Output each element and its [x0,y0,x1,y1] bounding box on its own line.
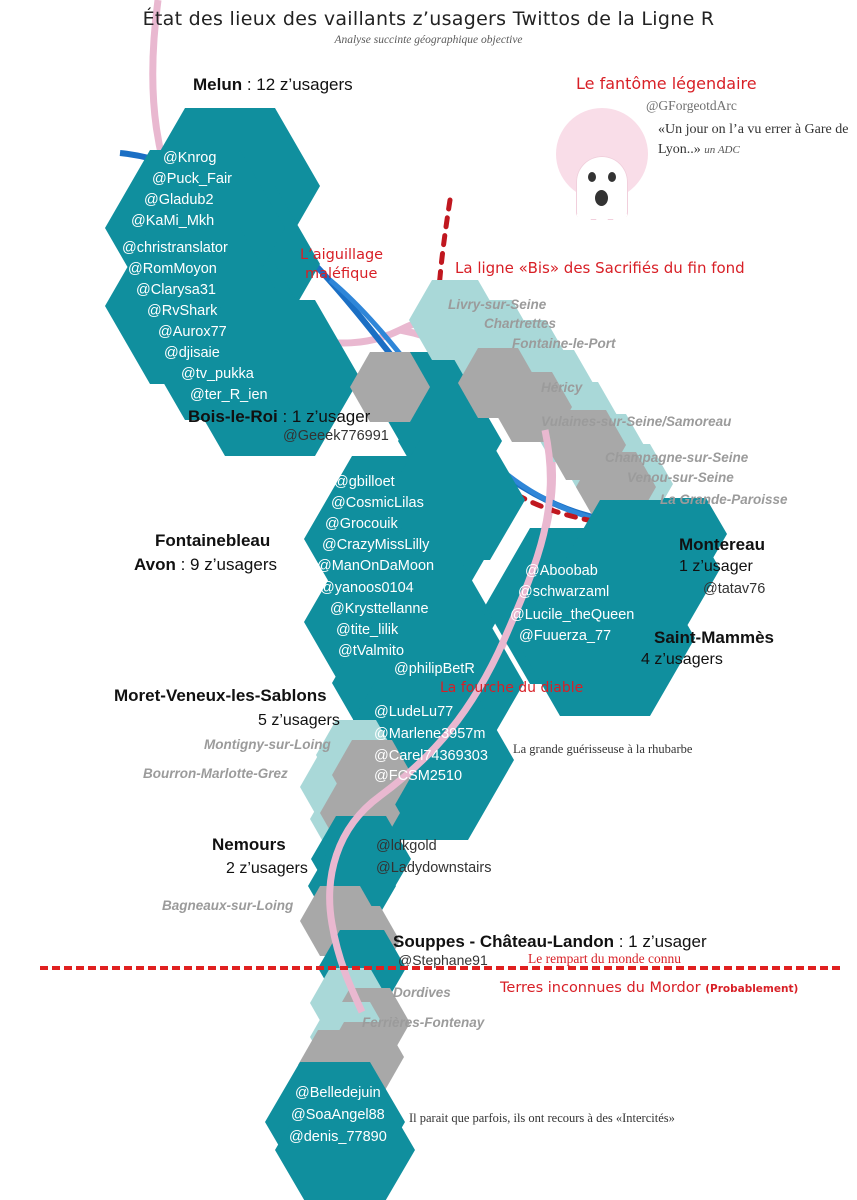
station-label-bois-le-roi [188,407,370,427]
ghost-stop-item: Bagneaux-sur-Loing [162,898,294,913]
handle-item[interactable]: @Clarysa31 [136,282,216,298]
page-subtitle: Analyse succinte géographique objective [334,34,523,46]
handle-item[interactable]: @tite_lilik [336,622,399,638]
handle-item[interactable]: @KaMi_Mkh [131,213,215,229]
station-count-moret: 5 z’usagers [258,712,340,729]
handle-item[interactable]: @tValmito [338,643,405,659]
station-count-melun: 12 z’usagers [256,75,353,94]
ghost-mouth [595,190,608,206]
handle-item[interactable]: @Ladydownstairs [376,860,492,876]
handle-item[interactable]: @FCSM2510 [374,768,463,784]
ghost-quote-text: «Un jour on l’a vu errer à Gare de Lyon..» [658,122,849,157]
handle-item[interactable]: @Krysttellanne [330,601,429,617]
ghost-eye-left [588,172,596,182]
annotation-ligne-bis: La ligne «Bis» des Sacrifiés du fin fond [455,259,745,277]
handle-item[interactable]: @Puck_Fair [152,171,232,187]
annotation-aiguillage-line1: L’aiguillage [300,247,384,263]
handle-item[interactable]: @tatav76 [703,581,766,597]
handle-item[interactable]: @tv_pukka [181,366,254,382]
ghost-stop-item: Venou-sur-Seine [627,470,734,485]
ghost-stop-item: Dordives [393,985,451,1000]
station-count-nemours: 2 z’usagers [226,860,308,877]
station-separator-fontainebleau: : [175,555,191,574]
handle-item[interactable]: @schwarzaml [518,584,610,600]
ghost-quote-source: un ADC [704,144,740,156]
ghost-stop-item: La Grande-Paroisse [660,492,788,507]
annotation-intercites: Il parait que parfois, ils ont recours à des «Intercités» [409,1111,675,1125]
ghost-stop-item: Fontaine-le-Port [512,336,616,351]
ghost-stop-item: Ferrières-Fontenay [362,1015,485,1030]
handle-item[interactable]: @Lucile_theQueen [510,607,635,623]
ghost-stop-item: Champagne-sur-Seine [605,450,749,465]
ghost-callout-title: Le fantôme légendaire [576,74,757,93]
handle-item[interactable]: @ManOnDaMoon [317,558,435,574]
handle-item[interactable]: @Carel74369303 [374,748,488,764]
handle-item[interactable]: @Belledejuin [295,1085,381,1101]
ghost-icon [576,156,628,220]
handle-item[interactable]: @Marlene3957m [374,726,486,742]
handle-item[interactable]: @Aboobab [525,563,598,579]
station-name-avon: Avon [134,555,176,574]
ghost-stop-item: Bourron-Marlotte-Grez [143,766,288,781]
station-separator-melun: : [242,75,257,94]
ghost-stop-item: Chartrettes [484,316,557,331]
ghost-quote [658,120,853,160]
handle-item[interactable]: @Aurox77 [158,324,227,340]
ghost-eye-right [608,172,616,182]
station-name-nemours: Nemours [212,835,286,854]
ghost-callout [556,74,851,184]
handle-item[interactable]: @djisaie [164,345,220,361]
station-count-montereau: 1 z’usager [679,558,753,575]
station-label-avon [134,555,277,575]
handle-item[interactable]: @ldkgold [376,838,437,854]
handle-item[interactable]: @Geeek776991 [283,428,389,444]
ghost-stop-item: Vulaines-sur-Seine/Samoreau [541,414,732,429]
annotation-mordor [500,980,798,996]
station-name-fontainebleau: Fontainebleau [155,531,271,550]
ghost-avatar [556,108,648,200]
station-name-melun: Melun [193,75,243,94]
handle-item[interactable]: @SoaAngel88 [291,1107,385,1123]
handle-item[interactable]: @Stephane91 [398,952,488,968]
annotation-guerisseuse: La grande guérisseuse à la rhubarbe [513,742,693,756]
handle-item[interactable]: @Grocouik [325,516,398,532]
handle-item[interactable]: @LudeLu77 [374,704,454,720]
ghost-callout-handle: @GForgeotdArc [646,98,737,113]
station-count-fontainebleau: 9 z’usagers [190,555,277,574]
handle-item[interactable]: @Gladub2 [144,192,214,208]
station-label-melun [193,75,353,95]
annotation-aiguillage-line2: maléfique [305,266,378,282]
station-name-moret: Moret-Veneux-les-Sablons [114,686,327,705]
station-name-montereau: Montereau [679,535,765,554]
handle-item[interactable]: @CrazyMissLilly [322,537,430,553]
station-name-bois-le-roi: Bois-le-Roi [188,407,278,426]
station-separator-bois-le-roi: : [277,407,292,426]
station-separator-souppes: : [614,932,629,951]
handle-item[interactable]: @yanoos0104 [320,580,414,596]
station-name-saint-mammes: Saint-Mammès [654,628,774,647]
annotation-mordor-text: Terres inconnues du Mordor [500,980,701,996]
station-count-bois-le-roi: 1 z’usager [291,407,371,426]
ghost-stop-item: Montigny-sur-Loing [204,737,331,752]
handle-item[interactable]: @CosmicLilas [331,495,424,511]
handle-item[interactable]: @denis_77890 [289,1129,387,1145]
page-title: État des lieux des vaillants z’usagers Twittos de la Ligne R [142,8,715,30]
annotation-mordor-prob: (Probablement) [705,983,799,995]
handle-item[interactable]: @RomMoyon [128,261,217,277]
handle-item[interactable]: @Knrog [163,150,217,166]
station-name-souppes: Souppes - Château-Landon [393,932,614,951]
handle-item[interactable]: @philipBetR [394,661,475,677]
annotation-rempart: Le rempart du monde connu [528,951,681,966]
handle-item[interactable]: @Fuuerza_77 [519,628,612,644]
ghost-stop-item: Livry-sur-Seine [448,297,547,312]
handle-item[interactable]: @RvShark [147,303,218,319]
mordor-boundary-line [40,966,840,970]
handle-item[interactable]: @ter_R_ien [190,387,268,403]
station-count-souppes: 1 z’usager [628,932,707,951]
annotation-fourche: La fourche du diable [440,680,584,696]
station-label-souppes [393,932,707,952]
station-count-saint-mammes: 4 z’usagers [641,651,723,668]
handle-item[interactable]: @gbilloet [334,474,395,490]
handle-item[interactable]: @christranslator [122,240,228,256]
ghost-stop-item: Héricy [541,380,583,395]
